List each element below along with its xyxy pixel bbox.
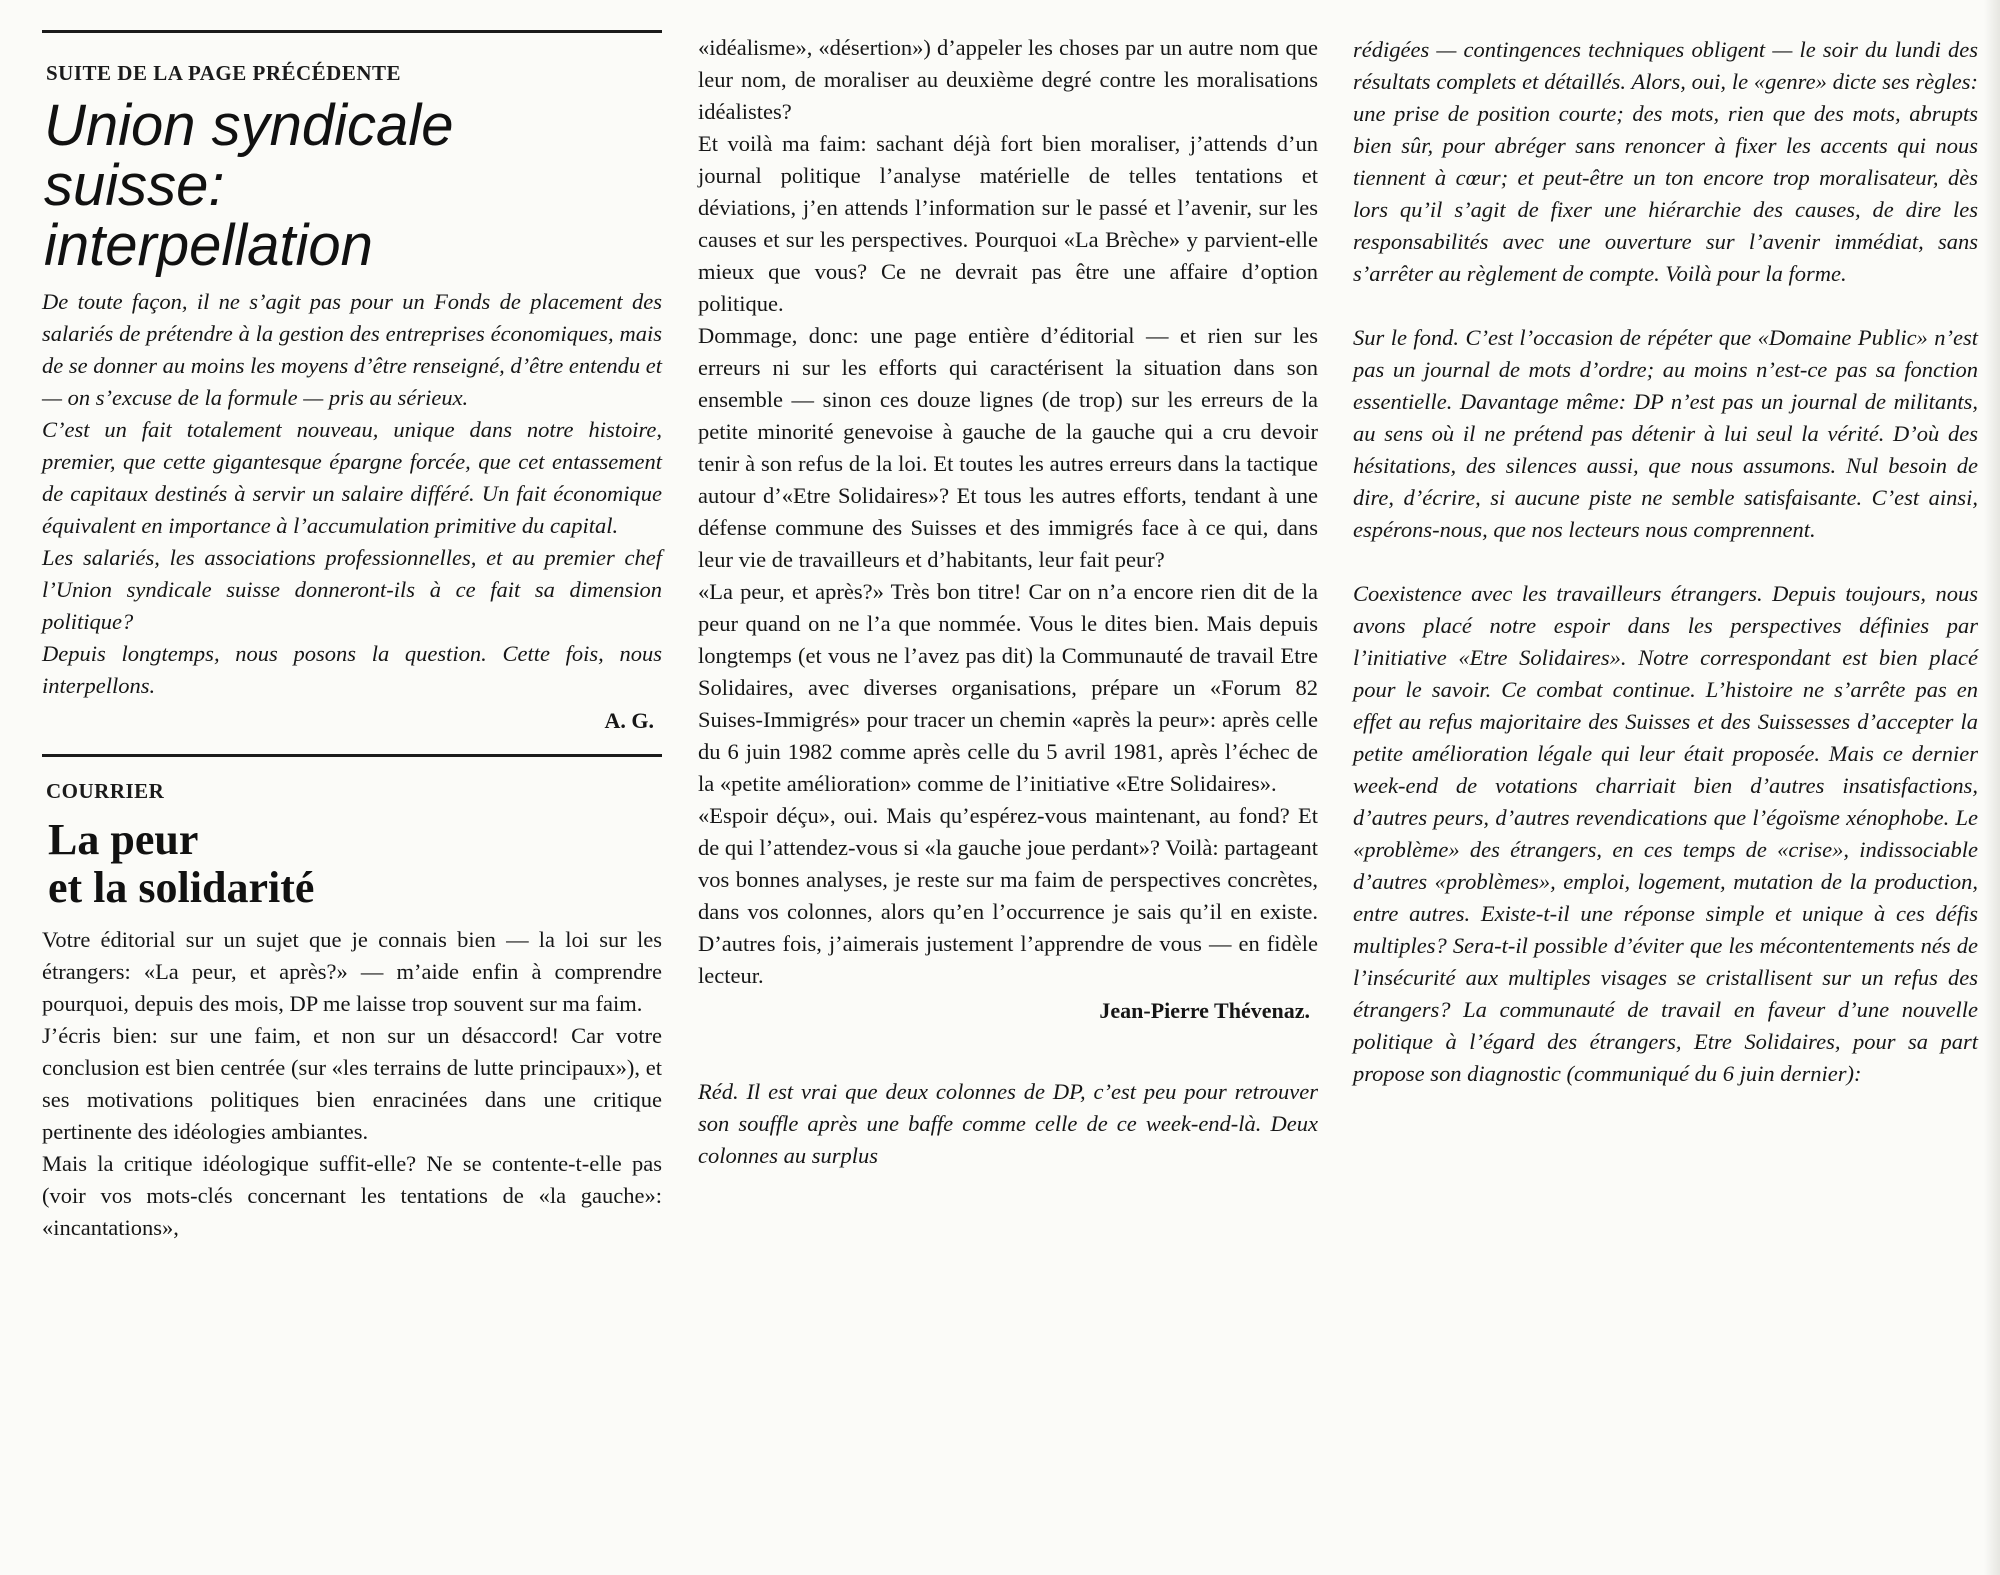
letter-signature: Jean-Pierre Thévenaz. [1099,998,1310,1023]
paragraph: «La peur, et après?» Très bon titre! Car on n’a encore rien dit de la peur quand on ne l’a que nommée. Vous le dites bien. Mais depuis longtemps (et vous ne l’avez pas dit) la Communauté de travail Etre Solidaires, avec diverses organisations, prépare un «Forum 82 Suises-Immigrés» pour tracer un chemin «après la peur»: après celle du 6 juin 1982 comme après celle du 5 avril 1981, après l’échec de la «petite amélioration» comme de l’initiative «Etre Solidaires». [698,579,1318,796]
paragraph: Dommage, donc: une page entière d’éditorial — et rien sur les erreurs ni sur les efforts qui caractérisent la situation dans son ensemble — sinon ces douze lignes (de trop) sur les erreurs de la petite minorité genevoise à gauche de la gauche qui a cru devoir tenir à son refus de la loi. Et toutes les autres erreurs dans la tactique autour d’«Etre Solidaires»? Et tous les autres efforts, tendant à une défense commune des Suisses et des immigrés face à ce qui, dans leur vie de travailleurs et d’habitants, leur fait peur? [698,323,1318,572]
section-kicker: SUITE DE LA PAGE PRÉCÉDENTE [46,61,402,85]
paragraph: J’écris bien: sur une faim, et non sur un désaccord! Car votre conclusion est bien centrée (sur «les terrains de lutte principaux»), et ses motivations politiques bien enracinées dans une critique pertinente des idéologies ambiantes. [42,1023,662,1144]
editorial-note: Réd. Il est vrai que deux colonnes de DP, c’est peu pour retrouver son souffle après une baffe comme celle de ce week-end-là. Deux colonnes au surplus [698,1079,1318,1168]
paragraph: Et voilà ma faim: sachant déjà fort bien moraliser, j’attends d’un journal politique l’analyse matérielle de telles tentations et déviations, j’en attends l’information sur le passé et l’avenir, sur les causes et sur les perspectives. Pourquoi «La Brèche» y parvient-elle mieux que vous? Ce ne devrait pas être une affaire d’option politique. [698,131,1318,316]
column-1 [42,30,662,1244]
courrier-kicker: COURRIER [46,779,165,803]
paragraph: Mais la critique idéologique suffit-elle? Ne se contente-t-elle pas (voir vos mots-clés concernant les tentations de «la gauche»: «incantations», [42,1151,662,1240]
article-body [42,286,662,702]
paragraph: «idéalisme», «désertion») d’appeler les choses par un autre nom que leur nom, de moraliser au deuxième degré contre les moralisations idéalistes? [698,35,1318,124]
paragraph: De toute façon, il ne s’agit pas pour un Fonds de placement des salariés de prétendre à la gestion des entreprises économiques, mais de se donner au moins les moyens d’être renseigné, d’être entendu et — on s’excuse de la formule — pris au sérieux. [42,289,662,410]
article-title [44,93,662,278]
scan-edge [1984,0,2000,1575]
column-3 [1353,34,1978,1090]
signature: A. G. [604,708,654,733]
top-rule [42,30,662,33]
title-line: et la solidarité [48,863,315,912]
paragraph: Votre éditorial sur un sujet que je connais bien — la loi sur les étrangers: «La peur, et après?» — m’aide enfin à comprendre pourquoi, depuis des mois, DP me laisse trop souvent sur ma faim. [42,927,662,1016]
paragraph: Les salariés, les associations professionnelles, et au premier chef l’Union syndicale suisse donneront-ils à ce fait sa dimension politique? [42,545,662,634]
letter-body [42,924,662,1244]
title-line: La peur [48,815,199,864]
title-line: Union syndicale [44,93,454,158]
section-rule [42,754,662,757]
title-line: suisse: [44,153,225,218]
paragraph: Depuis longtemps, nous posons la question. Cette fois, nous interpellons. [42,641,662,698]
paragraph: «Espoir déçu», oui. Mais qu’espérez-vous maintenant, au fond? Et de qui l’attendez-vous si «la gauche joue perdant»? Voilà: partageant vos bonnes analyses, je reste sur ma faim de perspectives concrètes, dans vos colonnes, alors qu’en l’occurrence je sais qu’il en existe. D’autres fois, j’aimerais justement l’apprendre de vous — en fidèle lecteur. [698,803,1318,988]
paragraph: Sur le fond. C’est l’occasion de répéter que «Domaine Public» n’est pas un journal de mots d’ordre; au moins n’est-ce pas sa fonction essentielle. Davantage même: DP n’est pas un journal de militants, au sens où il ne prétend pas détenir à lui seul la vérité. D’où des hésitations, des silences aussi, que nous assumons. Nul besoin de dire, d’écrire, si aucune piste ne semble satisfaisante. C’est ainsi, espérons-nous, que nos lecteurs nous comprennent. [1353,325,1978,542]
title-line: interpellation [44,213,373,278]
column-2 [698,32,1318,1172]
paragraph: rédigées — contingences techniques obligent — le soir du lundi des résultats complets et détaillés. Alors, oui, le «genre» dicte ses règles: une prise de position courte; des mots, rien que des mots, abrupts bien sûr, pour abréger sans renoncer à fixer les accents qui nous tiennent à cœur; et peut-être un ton encore trop moralisateur, dès lors qu’il s’agit de fixer une hiérarchie des causes, de dire les responsabilités avec une ouverture sur l’avenir immédiat, sans s’arrêter au règlement de compte. Voilà pour la forme. [1353,37,1978,286]
letter-body-continued [698,32,1318,992]
courrier-title [48,816,662,912]
paragraph: C’est un fait totalement nouveau, unique dans notre histoire, premier, que cette gigantesque épargne forcée, que cet entassement de capitaux destinés à servir un salaire différé. Un fait économique équivalent en importance à l’accumulation primitive du capital. [42,417,662,538]
paragraph: Coexistence avec les travailleurs étrangers. Depuis toujours, nous avons placé notre espoir dans les perspectives définies par l’initiative «Etre Solidaires». Notre correspondant est bien placé pour le savoir. Ce combat continue. L’histoire ne s’arrête pas en effet au refus majoritaire des Suisses et des Suissesses d’accepter la petite amélioration légale qui leur était proposée. Mais ce dernier week-end de votations charriait bien d’autres insatisfactions, d’autres peurs, d’autres revendications que l’égoïsme xénophobe. Le «problème» des étrangers, en ces temps de «crise», indissociable d’autres «problèmes», emploi, logement, mutation de la production, entre autres. Existe-t-il une réponse simple et unique à ces défis multiples? Sera-t-il possible d’éviter que les mécontentements nés de l’insécurité aux multiples visages se cristallisent sur un refus des étrangers? La communauté de travail en faveur d’une nouvelle politique à l’égard des étrangers, Etre Solidaires, pour sa part propose son diagnostic (communiqué du 6 juin dernier): [1353,581,1978,1086]
